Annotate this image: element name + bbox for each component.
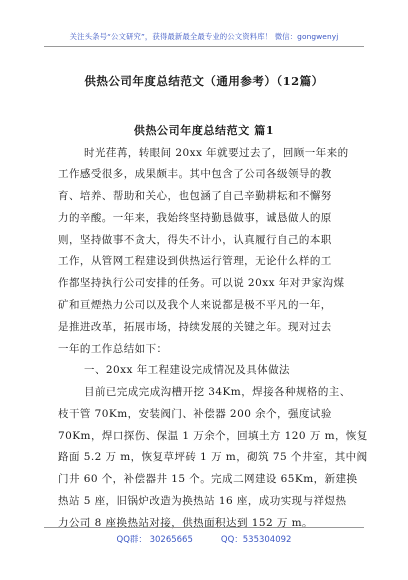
paragraph-line: 目前已完成完成沟槽开挖 34Km，焊接各种规格的主、 [84, 386, 351, 398]
document-title: 供热公司年度总结范文（通用参考）（12篇） [84, 74, 324, 88]
section-title: 供热公司年度总结范文 篇1 [133, 124, 275, 137]
paragraph-line: 时光荏苒，转眼间 20xx 年就要过去了，回顾一年来的 [84, 147, 349, 159]
paragraph-line: 则，坚持做事不贪大，得失不计小，认真履行自己的本职 [58, 234, 332, 246]
paragraph-line: 70Km，焊口探伤、保温 1 万余个，回填土方 120 万 m，恢复 [58, 430, 368, 442]
paragraph-line: 是推进改革，拓展市场，持续发展的关键之年。现对过去 [58, 321, 332, 333]
paragraph-line: 力的辛酸。一年来，我始终坚持勤恳做事，诚恳做人的原 [58, 212, 332, 224]
qq-group-text: QQ群： 30265665 [116, 535, 193, 545]
paragraph-line: 矿和亘煙热力公司以及我个人来说都是极不平凡的一年， [58, 299, 332, 311]
paragraph-line: 工作感受很多，成果颇丰。其中包含了公司各级领导的教 [58, 168, 332, 180]
qq-number-text: QQ：535304092 [220, 535, 292, 545]
footer-contact [0, 533, 408, 545]
paragraph-line: 路面 5.2 万 m，恢复草坪砖 1 万 m，砌筑 75 个井室，其中阀 [58, 451, 368, 463]
footer-divider [44, 527, 364, 528]
paragraph-line: 作都坚持执行公司安排的任务。可以说 20xx 年对尹家沟煤 [58, 277, 345, 289]
paragraph-line: 工作，从管网工程建设到供热运行管理，无论什么样的工 [58, 255, 332, 267]
paragraph-line: 热站 5 座，旧锅炉改造为换热站 16 座，成功实现与祥煜热 [58, 495, 347, 507]
promo-banner: 关注头条号“公文研究”，获得最新最全最专业的公文资料库！ 微信：gongwenyj [69, 32, 339, 41]
subheading: 一、20xx 年工程建设完成情况及具体做法 [84, 364, 290, 376]
paragraph-line: 育、培养、帮助和关心，也包涵了自己辛勤耕耘和不懈努 [58, 190, 332, 202]
paragraph-line: 力公司 8 座换热站对接，供热面积达到 152 万 m。 [58, 517, 313, 529]
paragraph-line: 门井 60 个，补偿器井 15 个。完成二网建设 65Km，新建换 [58, 473, 358, 485]
header-divider [44, 46, 364, 47]
paragraph-line: 枝干管 70Km，安装阀门、补偿器 200 余个，强度试验 [58, 408, 332, 420]
paragraph-line: 一年的工作总结如下： [58, 343, 168, 355]
